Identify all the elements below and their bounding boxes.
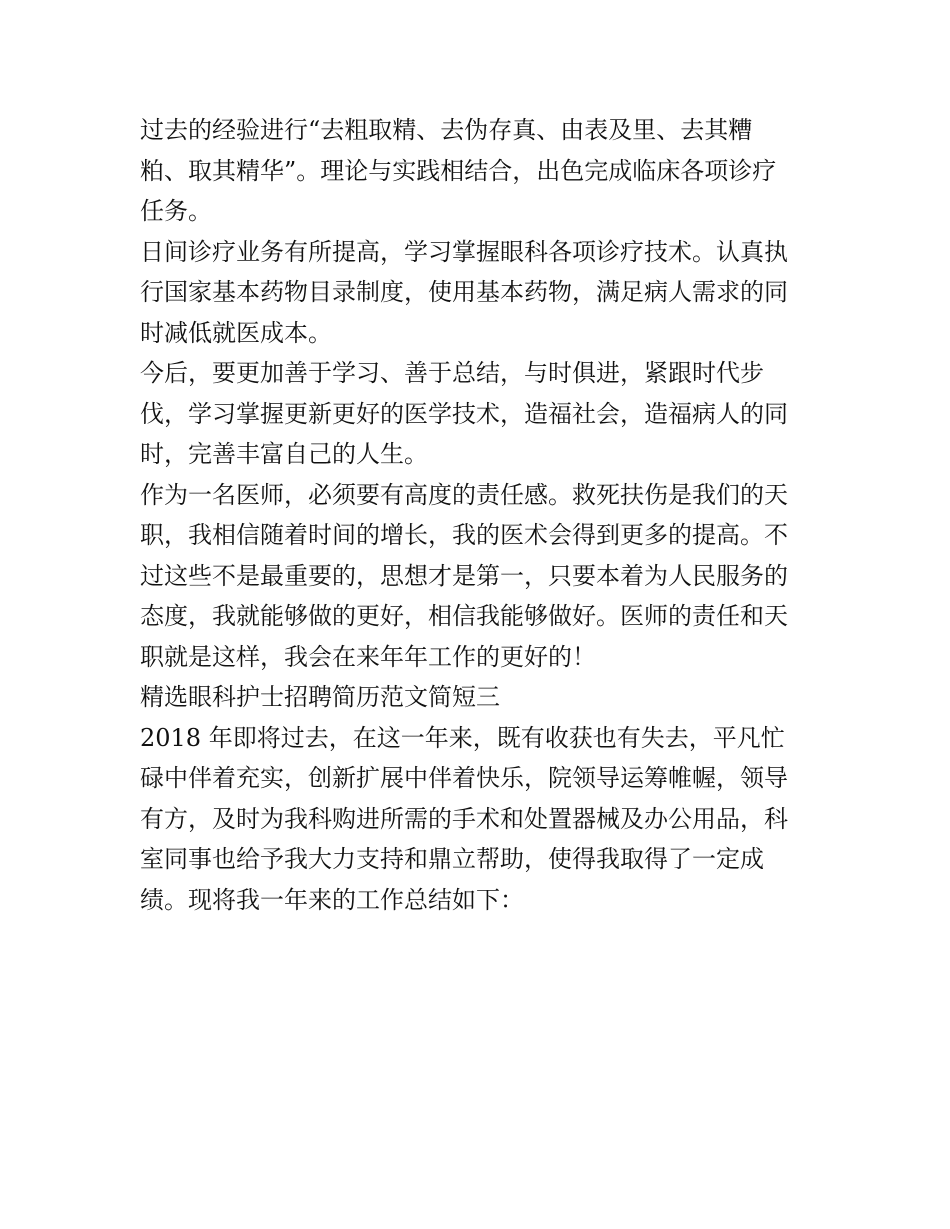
text-line: 作为一名医师，必须要有高度的责任感。救死扶伤是我们的天 [140,480,788,509]
paragraph-future [140,353,812,475]
text-line: 过去的经验进行“去粗取精、去伪存真、由表及里、去其糟 [140,116,753,144]
text-line: 时减低就医成本。 [140,318,332,347]
text-line: 2018 年即将过去，在这一年来，既有收获也有失去，平凡忙 [140,723,785,752]
text-line: 绩。现将我一年来的工作总结如下： [140,885,524,914]
text-line: 今后，要更加善于学习、善于总结，与时俱进，紧跟时代步 [140,359,764,387]
paragraph-experience [140,110,812,232]
paragraph-responsibility [140,475,812,678]
paragraph-year-summary [140,718,812,921]
text-line: 碌中伴着充实，创新扩展中伴着快乐，院领导运筹帷幄，领导 [140,764,788,792]
text-line: 室同事也给予我大力支持和鼎立帮助，使得我取得了一定成 [140,845,764,873]
text-line: 过这些不是最重要的，思想才是第一，只要本着为人民服务的 [140,561,788,590]
section-title: 精选眼科护士招聘简历范文简短三 [140,683,500,711]
text-line: 职，我相信随着时间的增长，我的医术会得到更多的提高。不 [140,521,788,549]
paragraph-daily-practice [140,232,812,354]
text-line: 行国家基本药物目录制度，使用基本药物，满足病人需求的同 [140,278,788,306]
text-line: 伐，学习掌握更新更好的医学技术，造福社会，造福病人的同 [140,399,788,428]
text-line: 任务。 [140,197,212,225]
section-heading [140,677,812,718]
document-body [140,110,812,920]
text-line: 有方，及时为我科购进所需的手术和处置器械及办公用品，科 [140,804,788,833]
text-line: 时，完善丰富自己的人生。 [140,440,428,468]
text-line: 态度，我就能够做的更好，相信我能够做好。医师的责任和天 [140,602,788,630]
text-line: 日间诊疗业务有所提高，学习掌握眼科各项诊疗技术。认真执 [140,237,788,266]
text-line: 职就是这样，我会在来年年工作的更好的！ [140,642,596,671]
text-line: 粕、取其精华”。理论与实践相结合，出色完成临床各项诊疗 [140,156,777,185]
